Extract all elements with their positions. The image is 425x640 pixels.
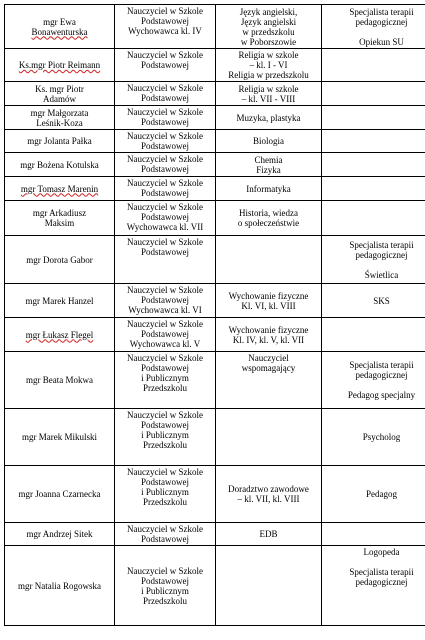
table-row — [5, 130, 425, 153]
extra-cell: Specjalista terapii pedagogicznej Świetlica — [322, 236, 425, 284]
subjects-cell: Chemia Fizyka — [216, 153, 322, 177]
extra-cell — [322, 318, 425, 352]
position-cell: Nauczyciel w Szkole Podstawowej — [115, 106, 216, 130]
table-row — [5, 177, 425, 201]
extra-cell: Pedagog — [322, 466, 425, 523]
subjects-cell: Informatyka — [216, 177, 322, 201]
table-row — [5, 49, 425, 82]
table-row — [5, 523, 425, 546]
table-row — [5, 352, 425, 409]
name-cell: mgr Natalia Rogowska — [5, 546, 115, 626]
staff-table — [4, 4, 425, 626]
extra-cell — [322, 82, 425, 106]
subjects-cell — [216, 236, 322, 284]
extra-cell — [322, 153, 425, 177]
extra-cell — [322, 49, 425, 82]
table-row — [5, 409, 425, 466]
name-cell: mgr Arkadiusz Maksim — [5, 201, 115, 236]
position-cell: Nauczyciel w Szkole Podstawowej — [115, 130, 216, 153]
subjects-cell: Doradztwo zawodowe – kl. VII, kl. VIII — [216, 466, 322, 523]
name-cell: Ks.mgr Piotr Reimann — [5, 49, 115, 82]
subjects-cell — [216, 409, 322, 466]
extra-cell: Psycholog — [322, 409, 425, 466]
table-row — [5, 201, 425, 236]
subjects-cell: Religia w szkole – kl. I - VI Religia w przedszkolu — [216, 49, 322, 82]
table-row — [5, 466, 425, 523]
name-cell: mgr Marek Hanzel — [5, 284, 115, 318]
table-row — [5, 82, 425, 106]
position-cell: Nauczyciel w Szkole Podstawowej Wychowawca kl. IV — [115, 5, 216, 49]
table-row — [5, 5, 425, 49]
name-cell: mgr Beata Mokwa — [5, 352, 115, 409]
name-cell: mgr Ewa Bonawenturska — [5, 5, 115, 49]
name-cell: mgr Dorota Gabor — [5, 236, 115, 284]
position-cell: Nauczyciel w Szkole Podstawowej — [115, 523, 216, 546]
extra-cell: SKS — [322, 284, 425, 318]
extra-cell — [322, 130, 425, 153]
position-cell: Nauczyciel w Szkole Podstawowej i Publicznym Przedszkolu — [115, 466, 216, 523]
table-row — [5, 318, 425, 352]
name-cell: mgr Tomasz Marenin — [5, 177, 115, 201]
position-cell: Nauczyciel w Szkole Podstawowej — [115, 82, 216, 106]
position-cell: Nauczyciel w Szkole Podstawowej — [115, 153, 216, 177]
table-row — [5, 153, 425, 177]
table-row — [5, 106, 425, 130]
name-cell: mgr Joanna Czarnecka — [5, 466, 115, 523]
position-cell: Nauczyciel w Szkole Podstawowej i Publicznym Przedszkolu — [115, 352, 216, 409]
position-cell: Nauczyciel w Szkole Podstawowej Wychowawca kl. VII — [115, 201, 216, 236]
extra-cell — [322, 106, 425, 130]
position-cell: Nauczyciel w Szkole Podstawowej i Publicznym Przedszkolu — [115, 546, 216, 626]
subjects-cell: Muzyka, plastyka — [216, 106, 322, 130]
name-cell: mgr Andrzej Sitek — [5, 523, 115, 546]
position-cell: Nauczyciel w Szkole Podstawowej i Publicznym Przedszkolu — [115, 409, 216, 466]
extra-cell — [322, 201, 425, 236]
subjects-cell: Nauczyciel wspomagający — [216, 352, 322, 409]
position-cell: Nauczyciel w Szkole Podstawowej — [115, 49, 216, 82]
position-cell: Nauczyciel w Szkole Podstawowej Wychowawca kl. VI — [115, 284, 216, 318]
subjects-cell: EDB — [216, 523, 322, 546]
extra-cell — [322, 177, 425, 201]
name-cell: mgr Marek Mikulski — [5, 409, 115, 466]
extra-cell: Specjalista terapii pedagogicznej Opiekun SU — [322, 5, 425, 49]
name-cell: Ks. mgr Piotr Adamów — [5, 82, 115, 106]
subjects-cell: Biologia — [216, 130, 322, 153]
position-cell: Nauczyciel w Szkole Podstawowej — [115, 236, 216, 284]
position-cell: Nauczyciel w Szkole Podstawowej — [115, 177, 216, 201]
position-cell: Nauczyciel w Szkole Podstawowej Wychowawca kl. V — [115, 318, 216, 352]
name-cell: mgr Łukasz Flegel — [5, 318, 115, 352]
name-cell: mgr Jolanta Pałka — [5, 130, 115, 153]
extra-cell — [322, 523, 425, 546]
table-row — [5, 236, 425, 284]
subjects-cell: Język angielski, Język angielski w przedszkolu w Poborszowie — [216, 5, 322, 49]
subjects-cell: Religia w szkole – kl. VII - VIII — [216, 82, 322, 106]
subjects-cell — [216, 546, 322, 626]
extra-cell: Specjalista terapii pedagogicznej Pedagog specjalny — [322, 352, 425, 409]
subjects-cell: Wychowanie fizyczne Kl. IV, kl. V, kl. VII — [216, 318, 322, 352]
subjects-cell: Wychowanie fizyczne Kl. VI, kl. VIII — [216, 284, 322, 318]
table-row — [5, 284, 425, 318]
subjects-cell: Historia, wiedza o społeczeństwie — [216, 201, 322, 236]
extra-cell: Logopeda Specjalista terapii pedagogicznej — [322, 546, 425, 626]
name-cell: mgr Małgorzata Leśnik-Koza — [5, 106, 115, 130]
name-cell: mgr Bożena Kotulska — [5, 153, 115, 177]
table-row — [5, 546, 425, 626]
